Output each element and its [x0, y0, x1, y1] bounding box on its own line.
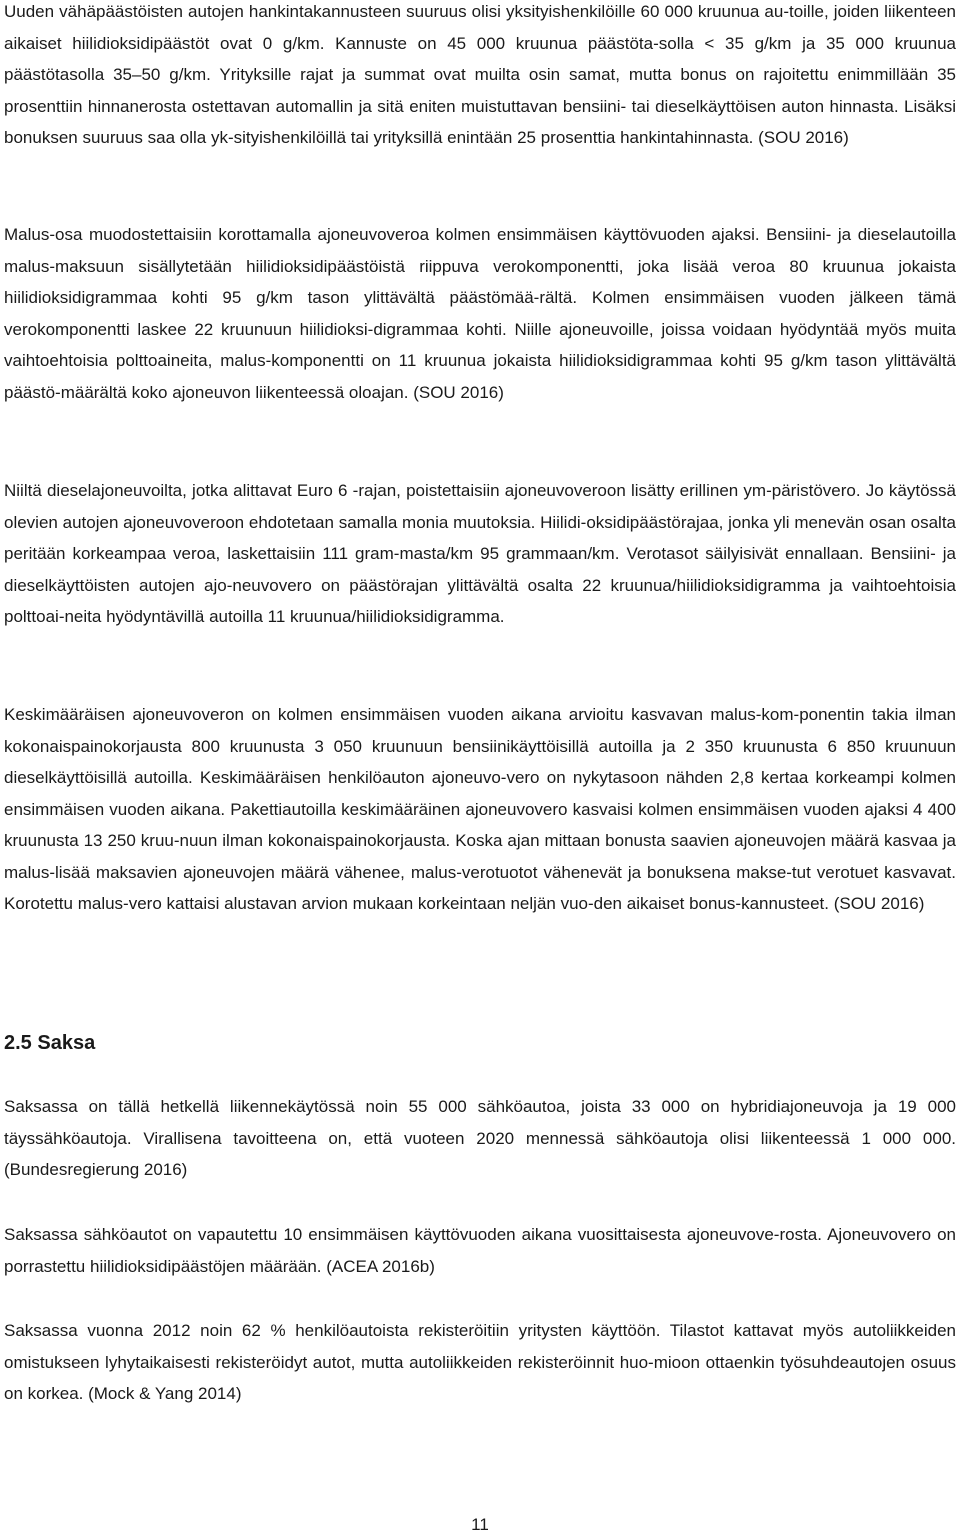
paragraph-malus-tax: Malus-osa muodostettaisiin korottamalla ajoneuvoveroa kolmen ensimmäisen käyttövuoden ajaksi. Bensiini- ja dieselautoilla malus-maksuun sisällytetään hiilidioksidipäästöistä riippuva verokomponentti, joka lisää veroa 80 kruunua jokaista hiilidioksidigrammaa kohti 95 g/km tason ylittävältä päästömää-rältä. Kolmen ensimmäisen vuoden jälkeen tämä verokomponentti laskee 22 kruunuun hiilidioksi-digrammaa kohti. Niille ajoneuvoille, joissa voidaan hyödyntää myös muita vaihtoehtoisia polttoaineita, malus-komponentti on 11 kruunua jokaista hiilidioksidigrammaa kohti 95 g/km tason ylittävältä päästö-määrältä koko ajoneuvon liikenteessä oloajan. (SOU 2016) [4, 225, 956, 402]
paragraph-bonus-incentive: Uuden vähäpäästöisten autojen hankintakannusteen suuruus olisi yksityishenkilöille 60 000 kruunua au-toille, joiden liikenteen aikaiset hiilidioksidipäästöt ovat 0 g/km. Kannuste on 45 000 kruunua päästöta-solla < 35 g/km ja 35 000 kruunua päästötasolla 35–50 g/km. Yrityksille rajat ja summat ovat muilta osin samat, mutta bonus on rajoitettu enimmillään 35 prosenttiin hinnanerosta ostettavan automallin ja sitä eniten muistuttavan bensiini- tai dieselkäyttöisen auton hinnasta. Lisäksi bonuksen suuruus saa olla yk-sityishenkilöillä tai yrityksillä enintään 25 prosenttia hankintahinnasta. (SOU 2016) [4, 2, 956, 147]
document-page [4, 0, 956, 1538]
page-number: 11 [471, 1515, 489, 1534]
paragraph-germany-company-cars: Saksassa vuonna 2012 noin 62 % henkilöautoista rekisteröitiin yritysten käyttöön. Tilastot kattavat myös autoliikkeiden omistukseen lyhytaikaisesti rekisteröidyt autot, mutta autoliikkeiden rekisteröinnit huo-mioon ottaenkin työsuhdeautojen osuus on korkea. (Mock & Yang 2014) [4, 1321, 956, 1403]
paragraph-diesel-euro6: Niiltä dieselajoneuvoilta, jotka alittavat Euro 6 -rajan, poistettaisiin ajoneuvoveroon lisätty erillinen ym-päristövero. Jo käytössä olevien autojen ajoneuvoveroon ehdotetaan samalla monia muutoksia. Hiilidi-oksidipäästörajaa, jonka yli menevän osan osalta peritään korkeampaa veroa, laskettaisiin 111 gram-masta/km 95 grammaan/km. Verotasot säilyisivät ennallaan. Bensiini- ja dieselkäyttöisten autojen ajo-neuvovero on päästörajan ylittävältä osalta 22 kruunua/hiilidioksidigramma ja vaihtoehtoisia polttoai-neita hyödyntävillä autoilla 11 kruunua/hiilidioksidigramma. [4, 481, 956, 626]
paragraph-germany-ev-count: Saksassa on tällä hetkellä liikennekäytössä noin 55 000 sähköautoa, joista 33 000 on hybridiajoneuvoja ja 19 000 täyssähköautoja. Virallisena tavoitteena on, että vuoteen 2020 mennessä sähköautoja olisi liikenteessä 1 000 000. (Bundesregierung 2016) [4, 1097, 956, 1179]
paragraph-average-vehicle-tax: Keskimääräisen ajoneuvoveron on kolmen ensimmäisen vuoden aikana arvioitu kasvavan malus-kom-ponentin takia ilman kokonaispainokorjausta 800 kruunusta 3 050 kruunuun bensiinikäyttöisillä autoilla ja 2 350 kruunusta 6 850 kruunuun dieselkäyttöisillä autoilla. Keskimääräisen henkilöauton ajoneuvo-vero on nykytasoon nähden 2,8 kertaa korkeampi kolmen ensimmäisen vuoden aikana. Pakettiautoilla keskimääräinen ajoneuvovero kasvaisi kolmen ensimmäisen vuoden ajaksi 4 400 kruunusta 13 250 kruu-nuun ilman kokonaispainokorjausta. Koska ajan mittaan bonusta saavien ajoneuvojen määrä kasvaa ja malus-lisää maksavien ajoneuvojen määrä vähenee, malus-verotuotot vähenevät ja bonuksena makse-tut verotuet kasvavat. Korotettu malus-vero kattaisi alustavan arvion mukaan korkeintaan neljän vuo-den aikaiset bonus-kannusteet. (SOU 2016) [4, 705, 956, 913]
paragraph-germany-tax-exemption: Saksassa sähköautot on vapautettu 10 ensimmäisen käyttövuoden aikana vuosittaisesta ajoneuvove-rosta. Ajoneuvovero on porrastettu hiilidioksidipäästöjen määrään. (ACEA 2016b) [4, 1225, 956, 1276]
section-heading: 2.5 Saksa [4, 1032, 96, 1054]
